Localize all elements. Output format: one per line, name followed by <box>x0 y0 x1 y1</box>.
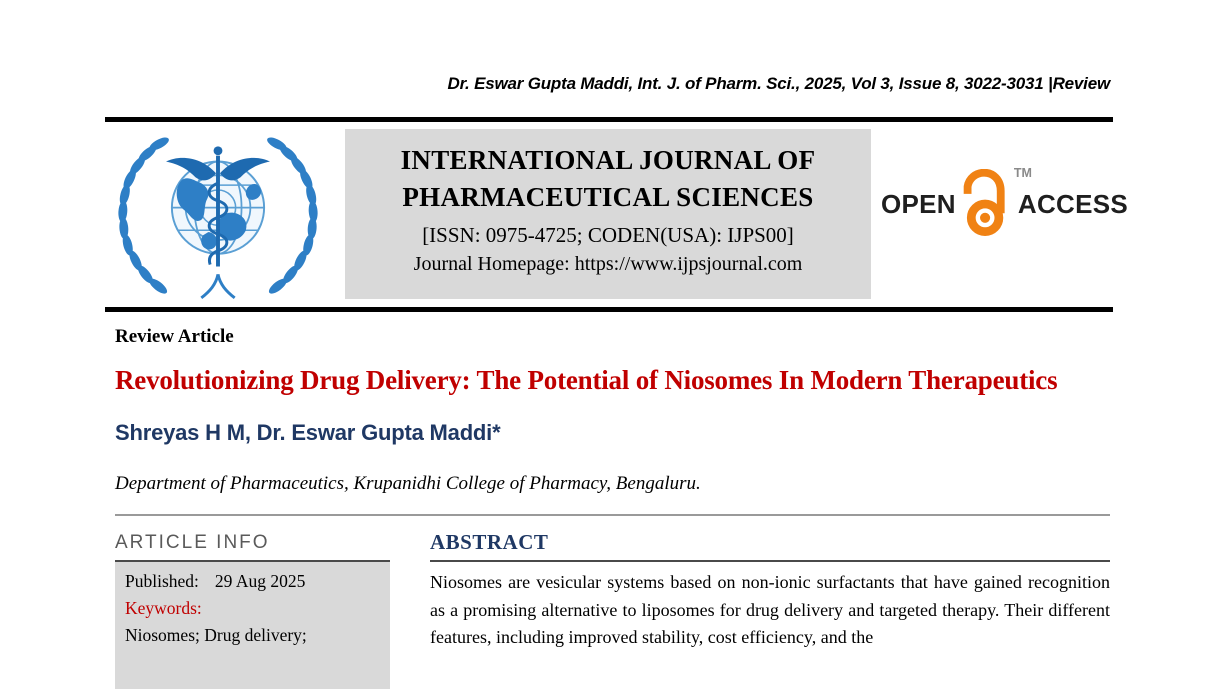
authors-line: Shreyas H M, Dr. Eswar Gupta Maddi* <box>115 420 501 445</box>
access-label: ACCESS <box>1017 188 1129 219</box>
open-access-lock-icon <box>963 166 1032 239</box>
open-access-logo <box>881 166 1129 239</box>
journal-name-line2: PHARMACEUTICAL SCIENCES <box>402 182 814 212</box>
article-info-column <box>115 528 390 689</box>
top-rule <box>105 117 1113 122</box>
journal-name-line1: INTERNATIONAL JOURNAL OF <box>400 145 816 175</box>
abstract-column <box>430 528 1110 652</box>
abstract-heading: ABSTRACT <box>430 530 549 554</box>
article-info-heading: ARTICLE INFO <box>115 532 270 553</box>
published-label: Published: <box>125 571 199 591</box>
running-head-citation: Dr. Eswar Gupta Maddi, Int. J. of Pharm. Sci., 2025, Vol 3, Issue 8, 3022-3031 |Review <box>447 74 1110 93</box>
abstract-rule <box>430 560 1110 562</box>
issn-coden-line: [ISSN: 0975-4725; CODEN(USA): IJPS00] <box>422 223 794 247</box>
keywords-value: Niosomes; Drug delivery; <box>125 625 307 645</box>
journal-homepage-line <box>345 250 871 279</box>
article-info-box <box>115 562 390 689</box>
published-date: 29 Aug 2025 <box>214 571 306 591</box>
homepage-label: Journal Homepage: <box>413 253 575 275</box>
masthead-bottom-rule <box>105 307 1113 312</box>
tm-label: TM <box>1013 166 1032 180</box>
info-abstract-columns <box>115 528 1110 689</box>
page-content <box>115 0 1129 689</box>
article-type-label: Review Article <box>115 326 234 347</box>
journal-globe-logo <box>115 129 321 301</box>
published-row <box>125 568 380 595</box>
affiliation-line: Department of Pharmaceutics, Krupanidhi College of Pharmacy, Bengaluru. <box>115 473 701 494</box>
open-label: OPEN <box>881 188 956 219</box>
abstract-text: Niosomes are vesicular systems based on non-ionic surfactants that have gained recognition as a promising alternative to liposomes for drug delivery and targeted therapy. Their different features, including improved stability, cost efficiency, and the <box>430 572 1110 647</box>
section-divider-rule <box>115 514 1110 516</box>
journal-masthead-box <box>345 129 871 299</box>
masthead <box>115 129 1129 301</box>
keywords-label: Keywords: <box>125 598 202 618</box>
paper-title: Revolutionizing Drug Delivery: The Potential of Niosomes In Modern Therapeutics <box>115 365 1058 395</box>
homepage-url[interactable]: https://www.ijpsjournal.com <box>574 253 803 275</box>
